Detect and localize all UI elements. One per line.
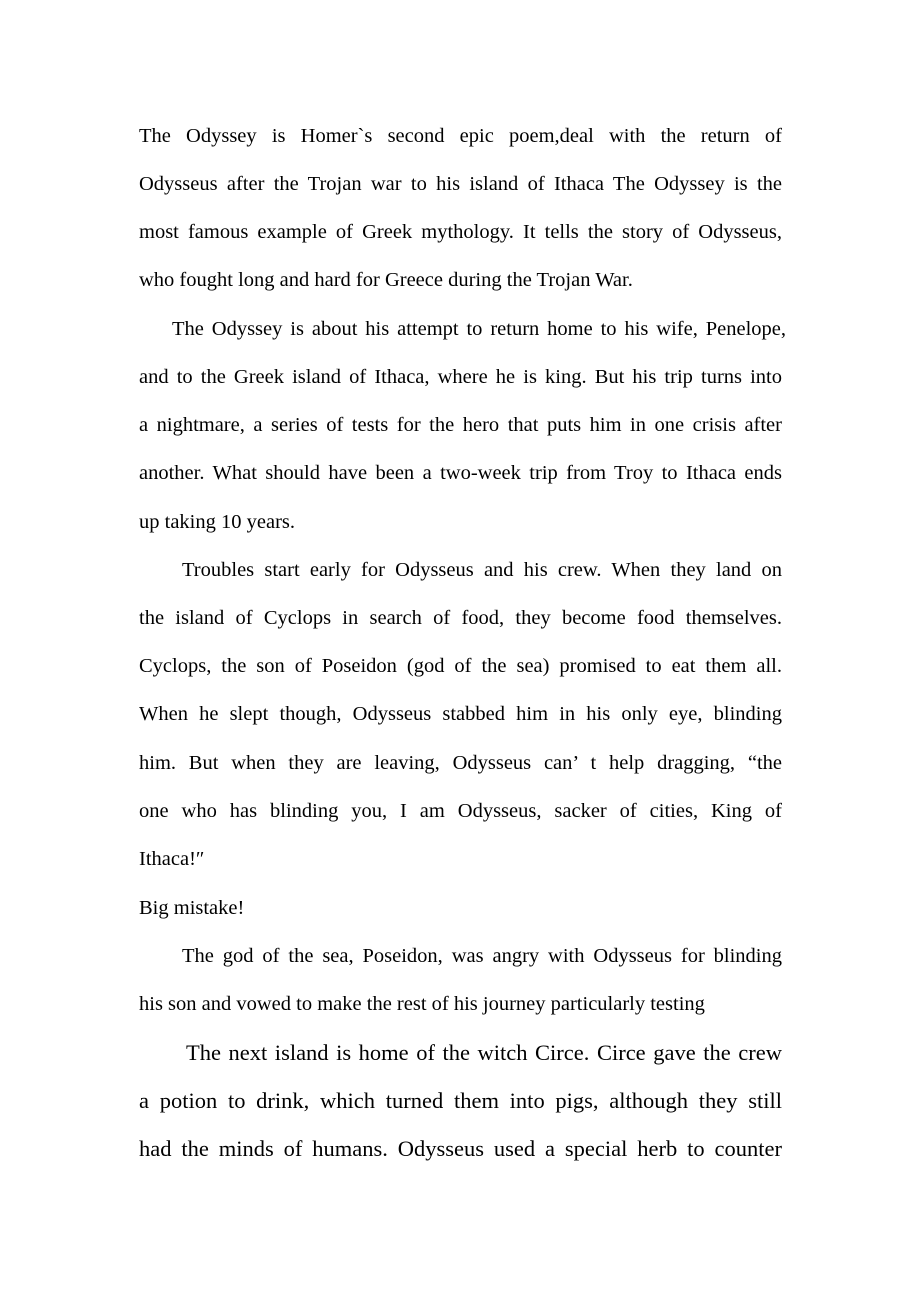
- paragraph-3-line-7: Ithaca!″: [139, 848, 205, 870]
- paragraph-6-line-3: had the minds of humans. Odysseus used a special herb to counter: [139, 1136, 782, 1161]
- paragraph-1-line-3: most famous example of Greek mythology. It tells the story of Odysseus,: [139, 221, 782, 243]
- paragraph-3-line-1: Troubles start early for Odysseus and his crew. When they land on: [182, 559, 782, 581]
- paragraph-3-line-5: him. But when they are leaving, Odysseus can’ t help dragging, “the: [139, 752, 782, 774]
- paragraph-4-line-1: Big mistake!: [139, 897, 245, 919]
- paragraph-6-line-1: The next island is home of the witch Circe. Circe gave the crew: [186, 1040, 782, 1065]
- paragraph-5-line-2: his son and vowed to make the rest of his journey particularly testing: [139, 993, 705, 1015]
- paragraph-3-line-4: When he slept though, Odysseus stabbed him in his only eye, blinding: [139, 703, 782, 725]
- paragraph-2-line-5: up taking 10 years.: [139, 511, 295, 533]
- paragraph-6-line-2: a potion to drink, which turned them into pigs, although they still: [139, 1088, 782, 1113]
- paragraph-3-line-6: one who has blinding you, I am Odysseus, sacker of cities, King of: [139, 800, 782, 822]
- paragraph-2-line-2: and to the Greek island of Ithaca, where he is king. But his trip turns into: [139, 366, 782, 388]
- paragraph-3-line-3: Cyclops, the son of Poseidon (god of the sea) promised to eat them all.: [139, 655, 782, 677]
- paragraph-5-line-1: The god of the sea, Poseidon, was angry with Odysseus for blinding: [182, 945, 782, 967]
- paragraph-2-line-1: The Odyssey is about his attempt to return home to his wife, Penelope,: [172, 318, 786, 340]
- paragraph-2-line-3: a nightmare, a series of tests for the hero that puts him in one crisis after: [139, 414, 782, 436]
- paragraph-1-line-2: Odysseus after the Trojan war to his island of Ithaca The Odyssey is the: [139, 173, 782, 195]
- paragraph-1-line-4: who fought long and hard for Greece during the Trojan War.: [139, 269, 633, 291]
- paragraph-3-line-2: the island of Cyclops in search of food, they become food themselves.: [139, 607, 782, 629]
- paragraph-1-line-1: The Odyssey is Homer`s second epic poem,deal with the return of: [139, 125, 782, 147]
- paragraph-2-line-4: another. What should have been a two-week trip from Troy to Ithaca ends: [139, 462, 782, 484]
